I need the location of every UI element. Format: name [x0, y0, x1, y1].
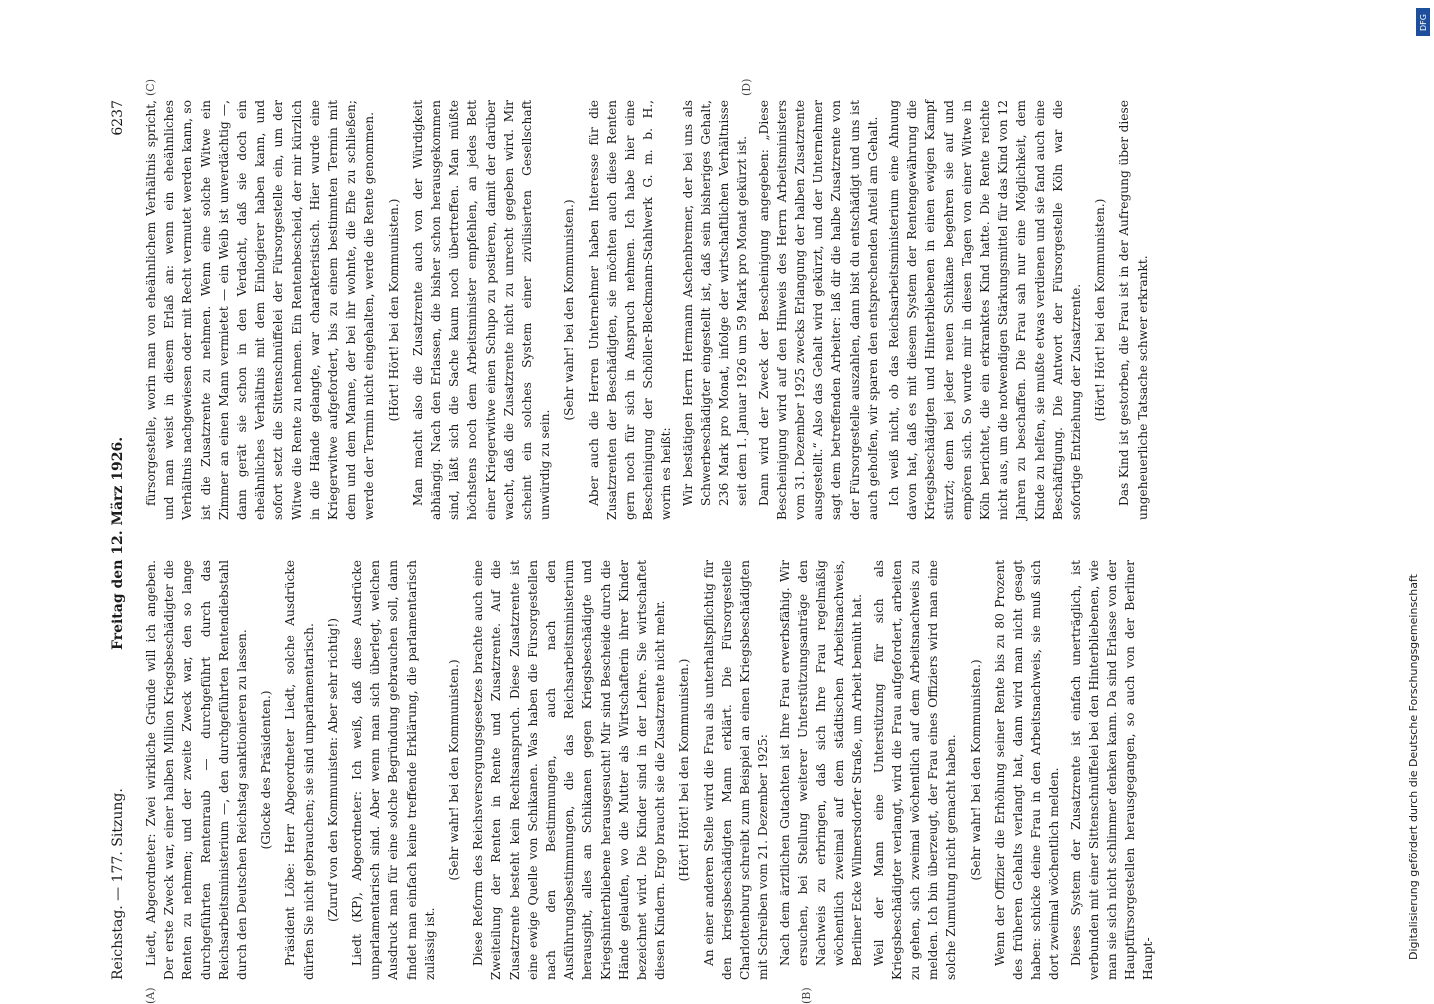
interjection: (Hört! Hört! bei den Kommunisten.): [677, 658, 692, 882]
paragraph: fürsorgestelle, worin man von eheähnlichem Verhältnis spricht, und man weist in diesem Erlaß an: wenn ein eheähnliches Verhältnis nachgewiesen oder mit Recht vermutet werden kann, so ist die Zusatzrente zu nehmen. Wenn eine solche Witwe ein Zimmer an einen Mann vermietet — ein Weib ist unverdächtig —, dann gerät sie schon in den Verdacht, daß sie doch ein eheähnliches Verhältnis mit dem Einlogierer haben kann, und sofort setzt die Sittenschnüffelei der Fürsorgestelle ein, um der Witwe die Rente zu nehmen. Ein Rentenbescheid, der mir kürzlich in die Hände gelangte, war charakteristisch. Hier wurde eine Kriegerwitwe aufgefordert, bis zu einem bestimmten Termin mit dem und dem Manne, der bei ihr wohnte, die Ehe zu schließen; werde der Termin nicht eingehalten, werde die Rente genommen.: [144, 100, 377, 520]
credit-text: Digitalisierung gefördert durch die Deutsche Forschungsgemeinschaft: [1407, 574, 1420, 960]
interjection: (Sehr wahr! bei den Kommunisten.): [968, 659, 983, 881]
left-column: [142, 560, 1161, 980]
interjection: (Hört! Hört! bei den Kommunisten.): [1093, 198, 1108, 422]
paragraph: Aber auch die Herren Unternehmer haben Interesse für die Zusatzrenten der Beschädigten, sie möchten auch diese Renten gern noch für sich in Anspruch nehmen. Ich habe hier eine Bescheinigung der Schöller-Bleckmann-Stahlwerk G. m. b. H., worin es heißt:: [586, 100, 674, 520]
page-header: [100, 100, 140, 980]
paragraph: Weil der Mann eine Unterstützung für sich als Kriegsbeschädigter verlangt, wird die Frau aufgefordert, arbeiten zu gehen, sich zweimal wöchentlich auf dem Arbeitsnachweis zu melden. Ich bin überzeugt, der Frau eines Offiziers wird man eine solche Zumutung nicht gemacht haben.: [871, 560, 959, 980]
interjection: (Sehr wahr! bei den Kommunisten.): [562, 199, 577, 421]
dfg-logo-text: DFG: [1418, 13, 1428, 31]
paragraph: Liedt, Abgeordneter: Zwei wirkliche Gründe will ich angeben. Der erste Zweck war, einer halben Million Kriegsbeschädigter die Renten zu nehmen; und der zweite Zweck war, den so lange durchgeführten Rentenraub — durchgeführt durch das Reichsarbeitsministerium —, den durchgeführten Rentendiebstahl durch den Deutschen Reichstag sanktionieren zu lassen.: [144, 560, 250, 980]
header-date: Freitag den 12. März 1926.: [110, 436, 126, 650]
paragraph: Liedt (KP), Abgeordneter: Ich weiß, daß diese Ausdrücke unparlamentarisch sind. Aber wenn man sich überlegt, welchen Ausdruck man für eine solche Begründung gebrauchen soll, dann findet man einfach keine treffende Erklärung, die parlamentarisch zulässig ist.: [350, 560, 437, 980]
paragraph: Wir bestätigen Herrn Hermann Aschenbremer, der bei uns als Schwerbeschädigter eingestellt ist, daß sein bisheriges Gehalt, 236 Mark pro Monat, infolge der wirtschaftlichen Verhältnisse seit dem 1. Januar 1926 um 59 Mark pro Monat gekürzt ist.: [680, 100, 750, 506]
right-column: [142, 100, 1155, 520]
paragraph: Dieses System der Zusatzrente ist einfach unerträglich, ist verbunden mit einer Sittenschnüffelei bei den Hinterbliebenen, wie man sie sich nicht schlimmer denken kann. Da sind Erlasse von der Hauptfürsorgestellen herausgegangen, so auch von der Berliner Haupt-: [1068, 560, 1156, 980]
interjection: (Sehr wahr! bei den Kommunisten.): [447, 659, 462, 881]
paragraph: Präsident Löbe: Herr Abgeordneter Liedt, solche Ausdrücke dürfen Sie nicht gebrauchen; sie sind unparlamentarisch.: [283, 560, 316, 980]
interjection: (Zuruf von den Kommunisten: Aber sehr richtig!): [325, 618, 340, 923]
page-number: 6237: [110, 100, 126, 136]
scanned-page: [100, 78, 1420, 1004]
paragraph: Das Kind ist gestorben, die Frau ist in der Aufregung über diese ungeheuerliche Tatsache schwer erkrankt.: [1117, 100, 1150, 520]
margin-marker-a: (A): [144, 987, 157, 1004]
paragraph: Diese Reform des Reichsversorgungsgesetzes brachte auch eine Zweiteilung der Renten in Rente und Zusatzrente. Auf die Zusatzrente besteht kein Rechtsanspruch. Diese Zusatzrente ist eine ewige Quelle von Schikanen. Was haben die Fürsorgestellen nach den Bestimmungen, auch nach den Ausführungsbestimmungen, die das Reichsarbeitsministerium herausgibt, alles an Schikanen gegen Kriegsbeschädigte und Kriegshinterbliebene herausgesucht! Mir sind Bescheide durch die Hände gelaufen, wo die Mutter als Wirtschafterin ihrer Kinder bezeichnet wird. Die Kinder sind in der Lehre. Sie wirtschaftet diesen Kindern. Ergo braucht sie die Zusatzrente nicht mehr.: [471, 560, 668, 980]
header-left: Reichstag. — 177. Sitzung.: [110, 788, 126, 980]
paragraph: Man macht also die Zusatzrente auch von der Würdigkeit abhängig. Nach den Erlassen, die bisher schon herausgekommen sind, läßt sich die Sache kaum noch übertreffen. Man müßte höchstens noch dem Arbeitsminister empfehlen, an jedes Bett einer Kriegerwitwe einen Schupo zu postieren, damit der darüber wacht, daß die Zusatzrente nicht zu unrecht gegeben wird. Mir scheint ein solches System einer zivilisierten Gesellschaft unwürdig zu sein.: [410, 100, 553, 520]
margin-marker-c: (C): [144, 79, 157, 96]
paragraph: Dann wird der Zweck der Bescheinigung angegeben: „Diese Bescheinigung wird auf den Hinweis des Herrn Arbeitsministers vom 31. Dezember 1925 zwecks Erlangung der halben Zusatzrente ausgestellt.“ Also das Gehalt wird gekürzt, und der Unternehmer sagt dem betreffenden Arbeiter: laß dir die halbe Zusatzrente von der Fürsorgestelle auszahlen, dann bist du entschädigt und uns ist auch geholfen, wir sparen den entsprechenden Anteil am Gehalt.: [756, 100, 880, 520]
paragraph: Ich weiß nicht, ob das Reichsarbeitsministerium eine Ahnung davon hat, daß es mit diesem System der Rentengewährung die Kriegsbeschädigten und Hinterbliebenen in einen ewigen Kampf stürzt; denn bei jeder neuen Schikane begehren sie auf und empören sich. So wurde mir in diesen Tagen von einer Witwe in Köln berichtet, die ein erkranktes Kind hatte. Die Rente reichte nicht aus, um die notwendigen Stärkungsmittel für das Kind von 12 Jahren zu beschaffen. Die Frau sah nur eine Möglichkeit, dem Kinde zu helfen, sie mußte etwas verdienen und sie fand auch eine Beschäftigung. Die Antwort der Fürsorgestelle Köln war die sofortige Entziehung der Zusatzrente.: [886, 100, 1083, 520]
margin-marker-d: (D): [740, 78, 753, 96]
paragraph: Wenn der Offizier die Erhöhung seiner Rente bis zu 80 Prozent des früheren Gehalts verlangt hat, dann wird man nicht gesagt haben: schicke deine Frau in den Arbeitsnachweis, sie muß sich dort zweimal wöchentlich melden.: [992, 560, 1062, 980]
margin-marker-b: (B): [800, 987, 813, 1004]
interjection: (Glocke des Präsidenten.): [259, 690, 274, 850]
rotated-text-block: [100, 78, 1420, 1004]
interjection: (Hört! Hört! bei den Kommunisten.): [386, 198, 401, 422]
paragraph: An einer anderen Stelle wird die Frau als unterhaltspflichtig für den kriegsbeschädigten Mann erklärt. Die Fürsorgestelle Charlottenburg schreibt zum Beispiel an einen Kriegsbeschädigten mit Schreiben vom 21. Dezember 1925:: [701, 560, 771, 980]
side-credit: [1396, 0, 1432, 1000]
paragraph: Nach dem ärztlichen Gutachten ist Ihre Frau erwerbsfähig. Wir ersuchen, bei Stellung weiterer Unterstützungsanträge den Nachweis zu erbringen, daß sich Ihre Frau regelmäßig wöchentlich zweimal auf dem städtischen Arbeitsnachweis, Berliner Ecke Wilmersdorfer Straße, um Arbeit bemüht hat.: [777, 560, 865, 966]
